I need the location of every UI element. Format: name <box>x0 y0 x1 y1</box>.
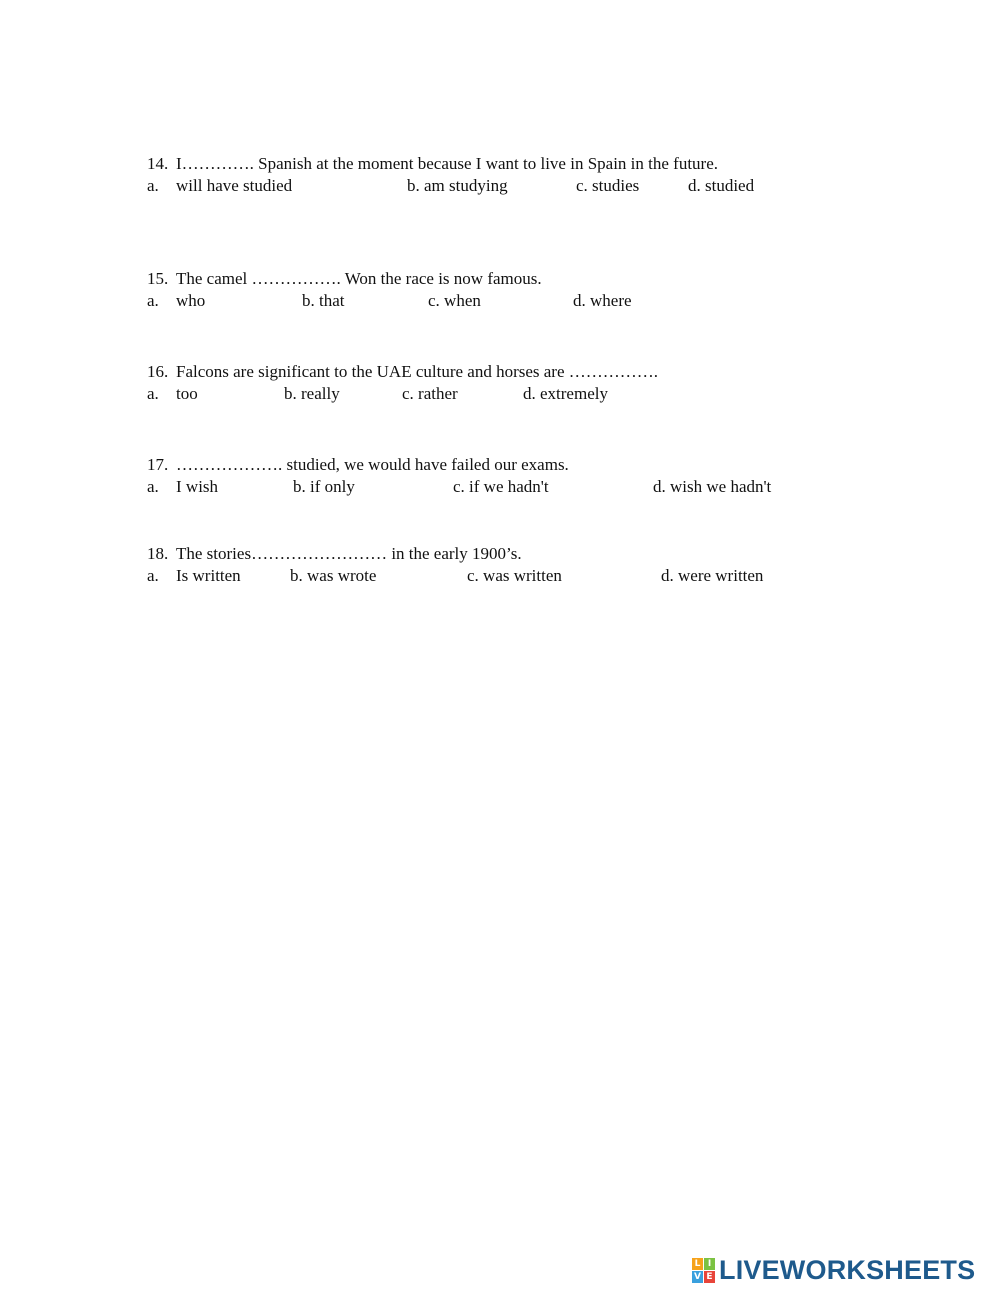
question-line <box>147 268 867 290</box>
option-c[interactable]: c. studies <box>576 176 640 195</box>
option-b[interactable]: b. if only <box>293 477 355 496</box>
option-c[interactable]: c. was written <box>467 566 562 585</box>
question-14 <box>147 153 867 197</box>
options-row <box>147 290 867 312</box>
option-d[interactable]: d. studied <box>688 176 755 195</box>
question-text: Falcons are significant to the UAE culture and horses are ……………. <box>176 362 659 381</box>
question-text: The stories…………………… in the early 1900’s. <box>176 544 522 563</box>
option-letter: a. <box>147 566 159 585</box>
question-16 <box>147 361 867 405</box>
option-a[interactable]: Is written <box>176 566 241 585</box>
options-row <box>147 175 867 197</box>
question-text: ………………. studied, we would have failed our exams. <box>176 455 569 474</box>
logo-text: LIVEWORKSHEETS <box>719 1255 976 1285</box>
question-number: 15. <box>147 269 169 288</box>
option-a[interactable]: will have studied <box>176 176 293 195</box>
question-number: 16. <box>147 362 169 381</box>
question-line <box>147 153 867 175</box>
option-b[interactable]: b. am studying <box>407 176 508 195</box>
question-line <box>147 543 867 565</box>
option-letter: a. <box>147 384 159 403</box>
options-row <box>147 565 867 587</box>
question-text: The camel ……………. Won the race is now famous. <box>176 269 542 288</box>
options-row <box>147 476 867 498</box>
question-17 <box>147 454 867 498</box>
option-c[interactable]: c. rather <box>402 384 458 403</box>
logo-mark-icon <box>692 1258 715 1283</box>
question-15 <box>147 268 867 312</box>
option-b[interactable]: b. that <box>302 291 345 310</box>
option-d[interactable]: d. where <box>573 291 632 310</box>
option-letter: a. <box>147 291 159 310</box>
logo-mark-letter: E <box>704 1271 715 1283</box>
option-letter: a. <box>147 477 159 496</box>
option-c[interactable]: c. when <box>428 291 481 310</box>
question-18 <box>147 543 867 587</box>
option-c[interactable]: c. if we hadn't <box>453 477 549 496</box>
question-number: 17. <box>147 455 169 474</box>
options-row <box>147 383 867 405</box>
option-d[interactable]: d. wish we hadn't <box>653 477 772 496</box>
option-b[interactable]: b. was wrote <box>290 566 377 585</box>
option-a[interactable]: I wish <box>176 477 219 496</box>
option-letter: a. <box>147 176 159 195</box>
liveworksheets-logo <box>692 1256 975 1284</box>
option-a[interactable]: too <box>176 384 198 403</box>
option-d[interactable]: d. extremely <box>523 384 608 403</box>
option-b[interactable]: b. really <box>284 384 340 403</box>
option-a[interactable]: who <box>176 291 206 310</box>
logo-mark-letter: V <box>692 1271 703 1283</box>
question-number: 14. <box>147 154 169 173</box>
question-number: 18. <box>147 544 169 563</box>
logo-mark-letter: L <box>692 1258 703 1270</box>
question-line <box>147 361 867 383</box>
option-d[interactable]: d. were written <box>661 566 764 585</box>
logo-mark-letter: I <box>704 1258 715 1270</box>
question-line <box>147 454 867 476</box>
question-text: I…………. Spanish at the moment because I want to live in Spain in the future. <box>176 154 718 173</box>
